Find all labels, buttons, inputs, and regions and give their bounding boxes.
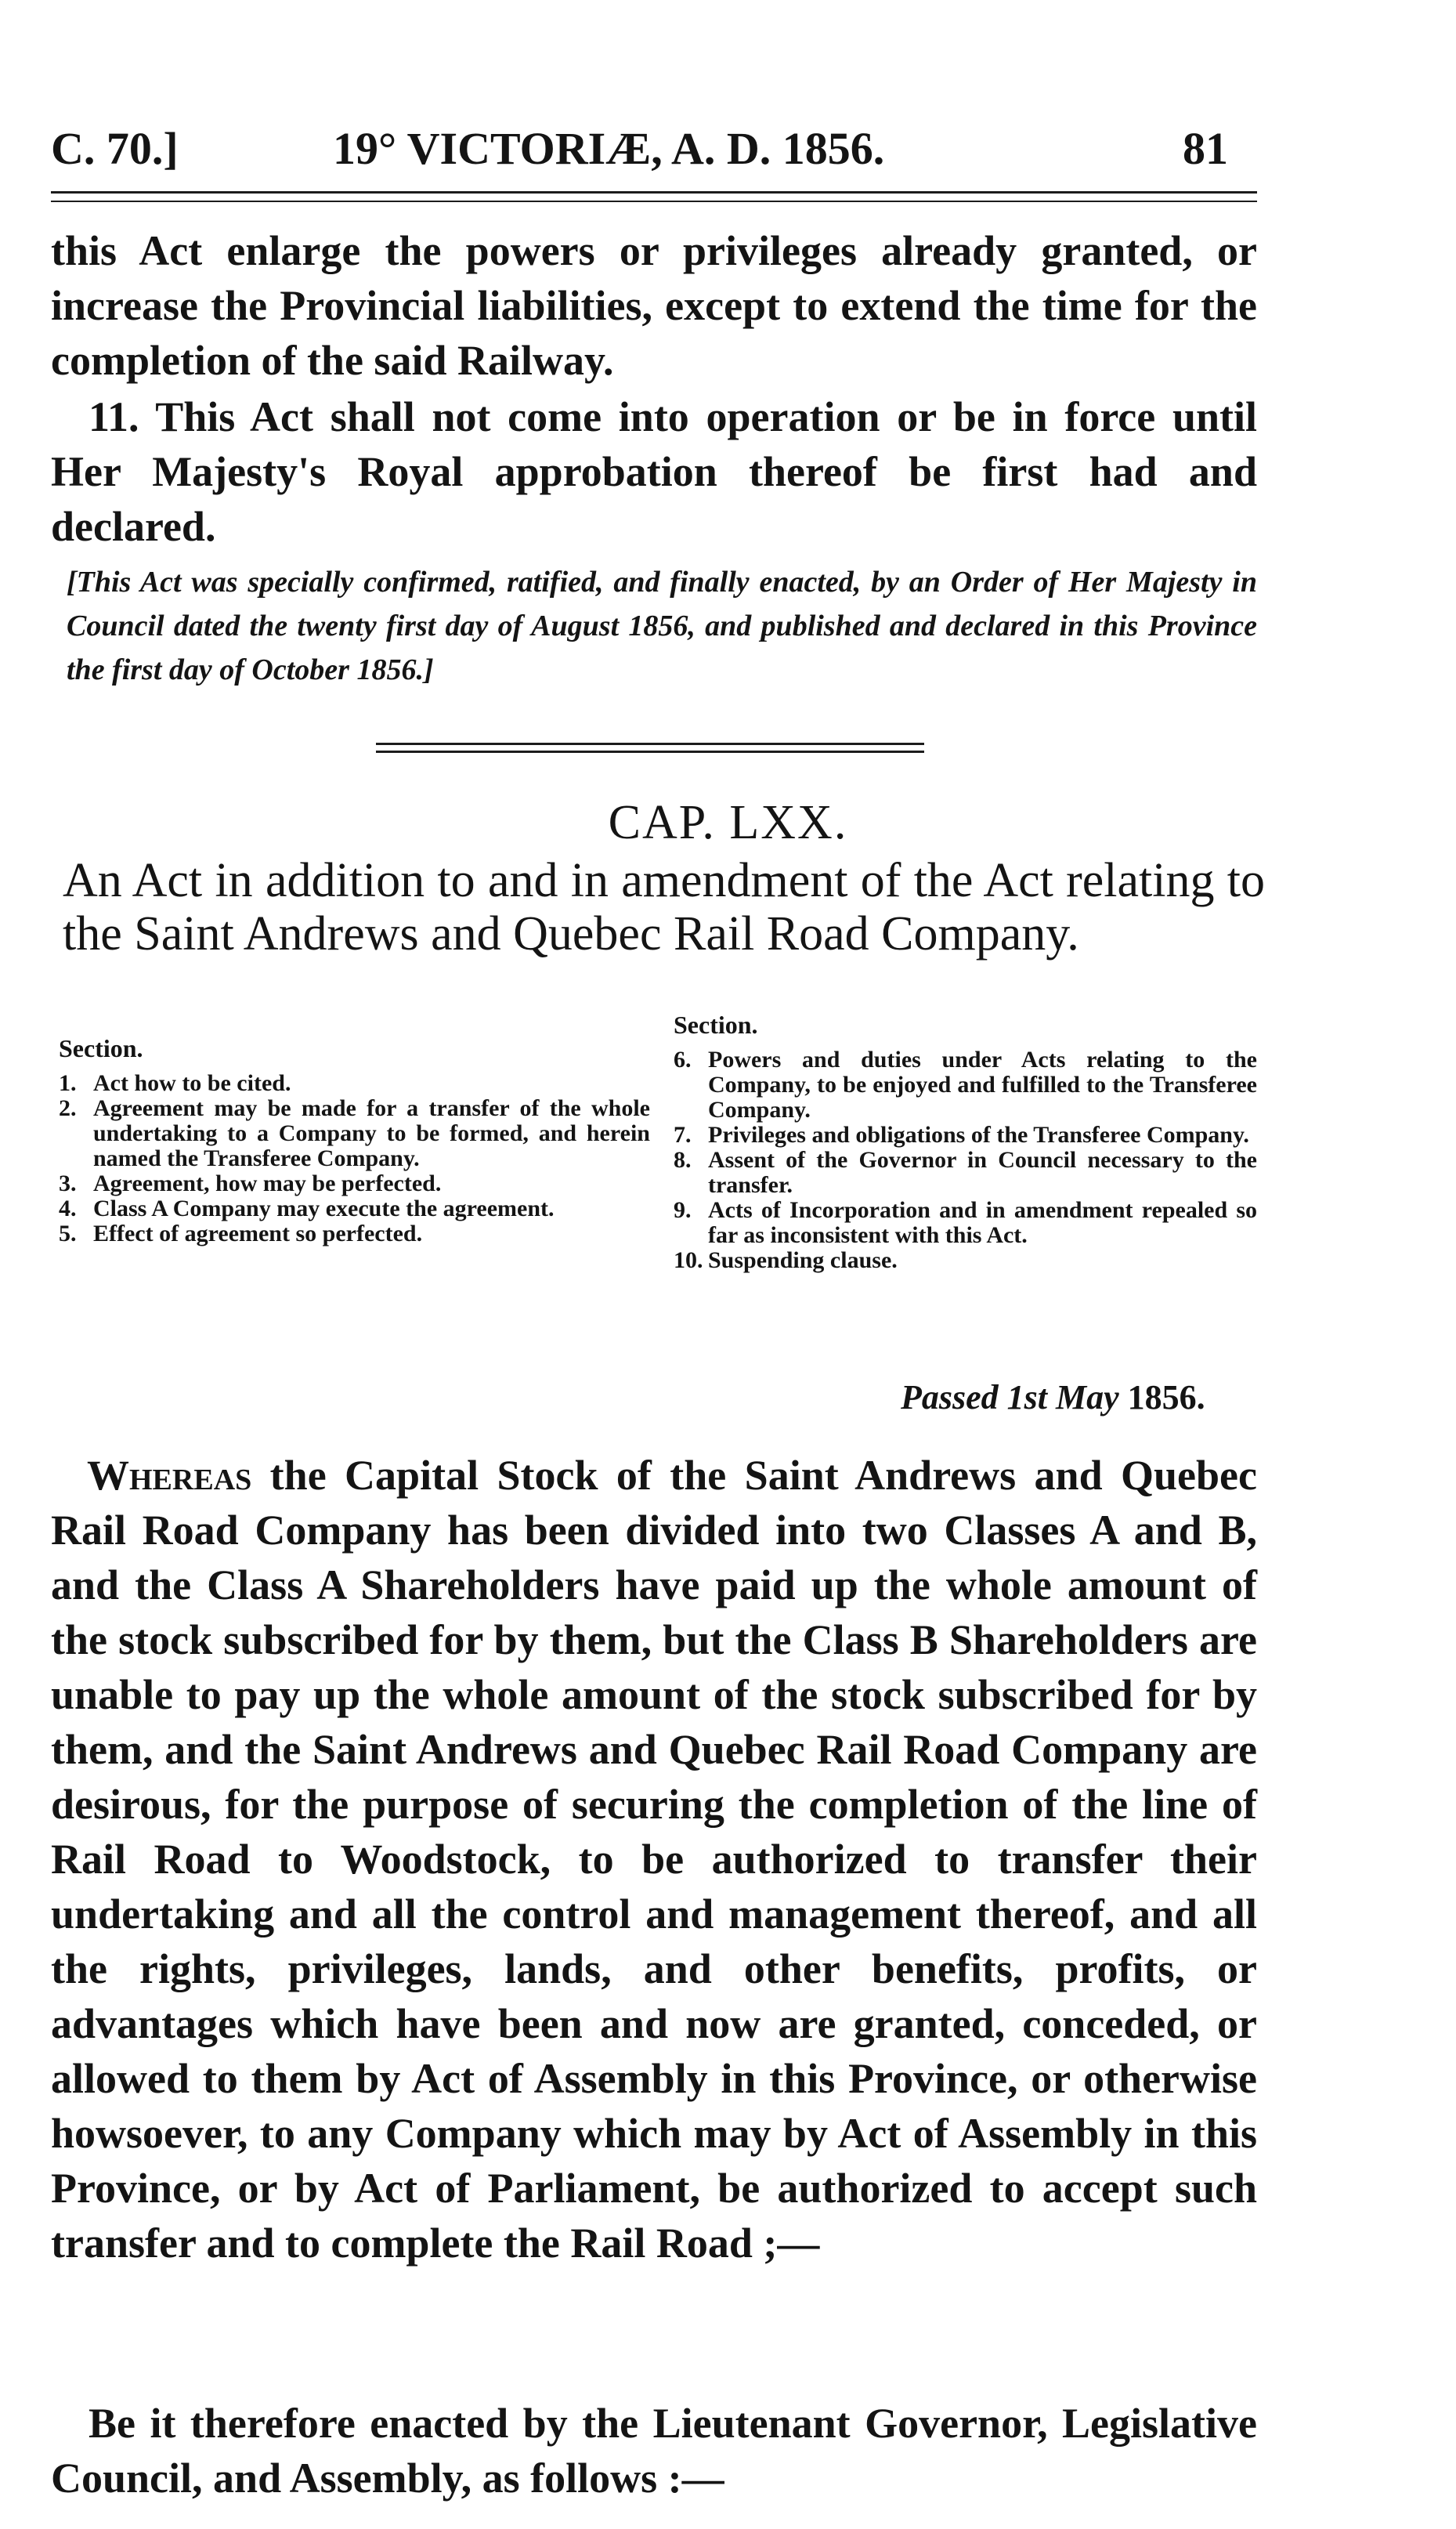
chapter-number: CAP. LXX. <box>608 796 848 849</box>
sections-left-heading: Section. <box>59 1034 143 1062</box>
section-description: Privileges and obligations of the Transferee Company. <box>708 1122 1249 1148</box>
section-right-item <box>674 1248 1257 1273</box>
page-number: 81 <box>1183 123 1228 174</box>
passed-day: 1st <box>1006 1378 1048 1416</box>
sections-right-column <box>674 1011 1257 1273</box>
section-right-item <box>674 1148 1257 1198</box>
running-title: 19° VICTORIÆ, A. D. 1856. <box>333 123 885 174</box>
section-description: Class A Company may execute the agreement. <box>93 1196 555 1221</box>
section-right-item <box>674 1047 1257 1123</box>
section-left-item <box>59 1196 650 1221</box>
section-description: Assent of the Governor in Council necessary to the transfer. <box>708 1147 1257 1198</box>
section-right-item <box>674 1123 1257 1148</box>
sections-right-list <box>674 1047 1257 1273</box>
section-description: Agreement, how may be perfected. <box>93 1170 442 1196</box>
chapter-separator-bottom <box>376 751 924 753</box>
section-description: Acts of Incorporation and in amendment repealed so far as inconsistent with this Act. <box>708 1197 1257 1248</box>
passed-year: 1856. <box>1127 1378 1205 1416</box>
preamble <box>51 1448 1257 2270</box>
section-number: 7. <box>674 1122 692 1148</box>
section-left-item <box>59 1071 650 1096</box>
section-number: 3. <box>59 1170 77 1196</box>
sections-left-column <box>59 1034 650 1246</box>
previous-act-section-11: 11. This Act shall not come into operation or be in force until Her Majesty's Royal approbation thereof be first had and declared. <box>51 393 1257 550</box>
section-description: Powers and duties under Acts relating to the Company, to be enjoyed and fulfilled to the Transferee Company. <box>708 1047 1257 1123</box>
section-description: Act how to be cited. <box>93 1070 291 1096</box>
section-number: 2. <box>59 1095 77 1121</box>
previous-act-closing-paragraph: this Act enlarge the powers or privileges already granted, or increase the Provincial liabilities, except to extend the time for the completion of the said Railway. <box>51 227 1257 384</box>
preamble-first-word: Whereas <box>87 1452 252 1499</box>
preamble-text: the Capital Stock of the Saint Andrews and Quebec Rail Road Company has been divided into two Classes A and B, and the Class A Shareholders have paid up the whole amount of the stock subscribed for by them, but the Class B Shareholders are unable to pay up the whole amount of the stock subscribed for by them, and the Saint Andrews and Quebec Rail Road Company are desirous, for the purpose of securing the completion of the line of Rail Road to Woodstock, to be authorized to transfer their undertaking and all the control and management thereof, and all the rights, privileges, lands, and other benefits, profits, or advantages which have been and now are granted, conceded, or allowed to them by Act of Assembly in this Province, or otherwise howsoever, to any Company which may by Act of Assembly in this Province, or by Act of Parliament, be authorized to accept such transfer and to complete the Rail Road ;— <box>51 1452 1257 2267</box>
chapter-reference: C. 70.] <box>51 123 179 174</box>
section-right-item <box>674 1198 1257 1248</box>
confirmation-note: [This Act was specially confirmed, ratified, and finally enacted, by an Order of Her Majesty in Council dated the twenty first day of August 1856, and published and declared in this Province the first day of October 1856.] <box>67 566 1257 686</box>
header-rule-top <box>51 191 1257 194</box>
section-number: 8. <box>674 1147 692 1173</box>
sections-right-heading: Section. <box>674 1011 758 1039</box>
section-left-item <box>59 1221 650 1246</box>
act-title <box>63 854 1265 961</box>
act-title-text: An Act in addition to and in amendment of the Act relating to the Saint Andrews and Quebec Rail Road Company. <box>63 854 1265 961</box>
section-number: 6. <box>674 1047 692 1073</box>
enacting-clause: Be it therefore enacted by the Lieutenant Governor, Legislative Council, and Assembly, as follows :— <box>51 2400 1257 2502</box>
section-number: 9. <box>674 1197 692 1223</box>
section-description: Effect of agreement so perfected. <box>93 1221 423 1246</box>
section-number: 10. <box>674 1247 703 1273</box>
sections-left-list <box>59 1071 650 1246</box>
section-left-item <box>59 1096 650 1171</box>
section-number: 1. <box>59 1070 77 1096</box>
passed-month: May <box>1056 1378 1119 1416</box>
chapter-separator-top <box>376 743 924 745</box>
section-number: 4. <box>59 1196 77 1221</box>
passed-label: Passed <box>901 1378 999 1416</box>
passed-date <box>901 1377 1205 1417</box>
section-description: Agreement may be made for a transfer of the whole undertaking to a Company to be formed, and herein named the Transferee Company. <box>93 1095 650 1171</box>
section-description: Suspending clause. <box>708 1247 898 1273</box>
section-number: 5. <box>59 1221 77 1246</box>
header-rule-bottom <box>51 201 1257 202</box>
section-left-item <box>59 1171 650 1196</box>
